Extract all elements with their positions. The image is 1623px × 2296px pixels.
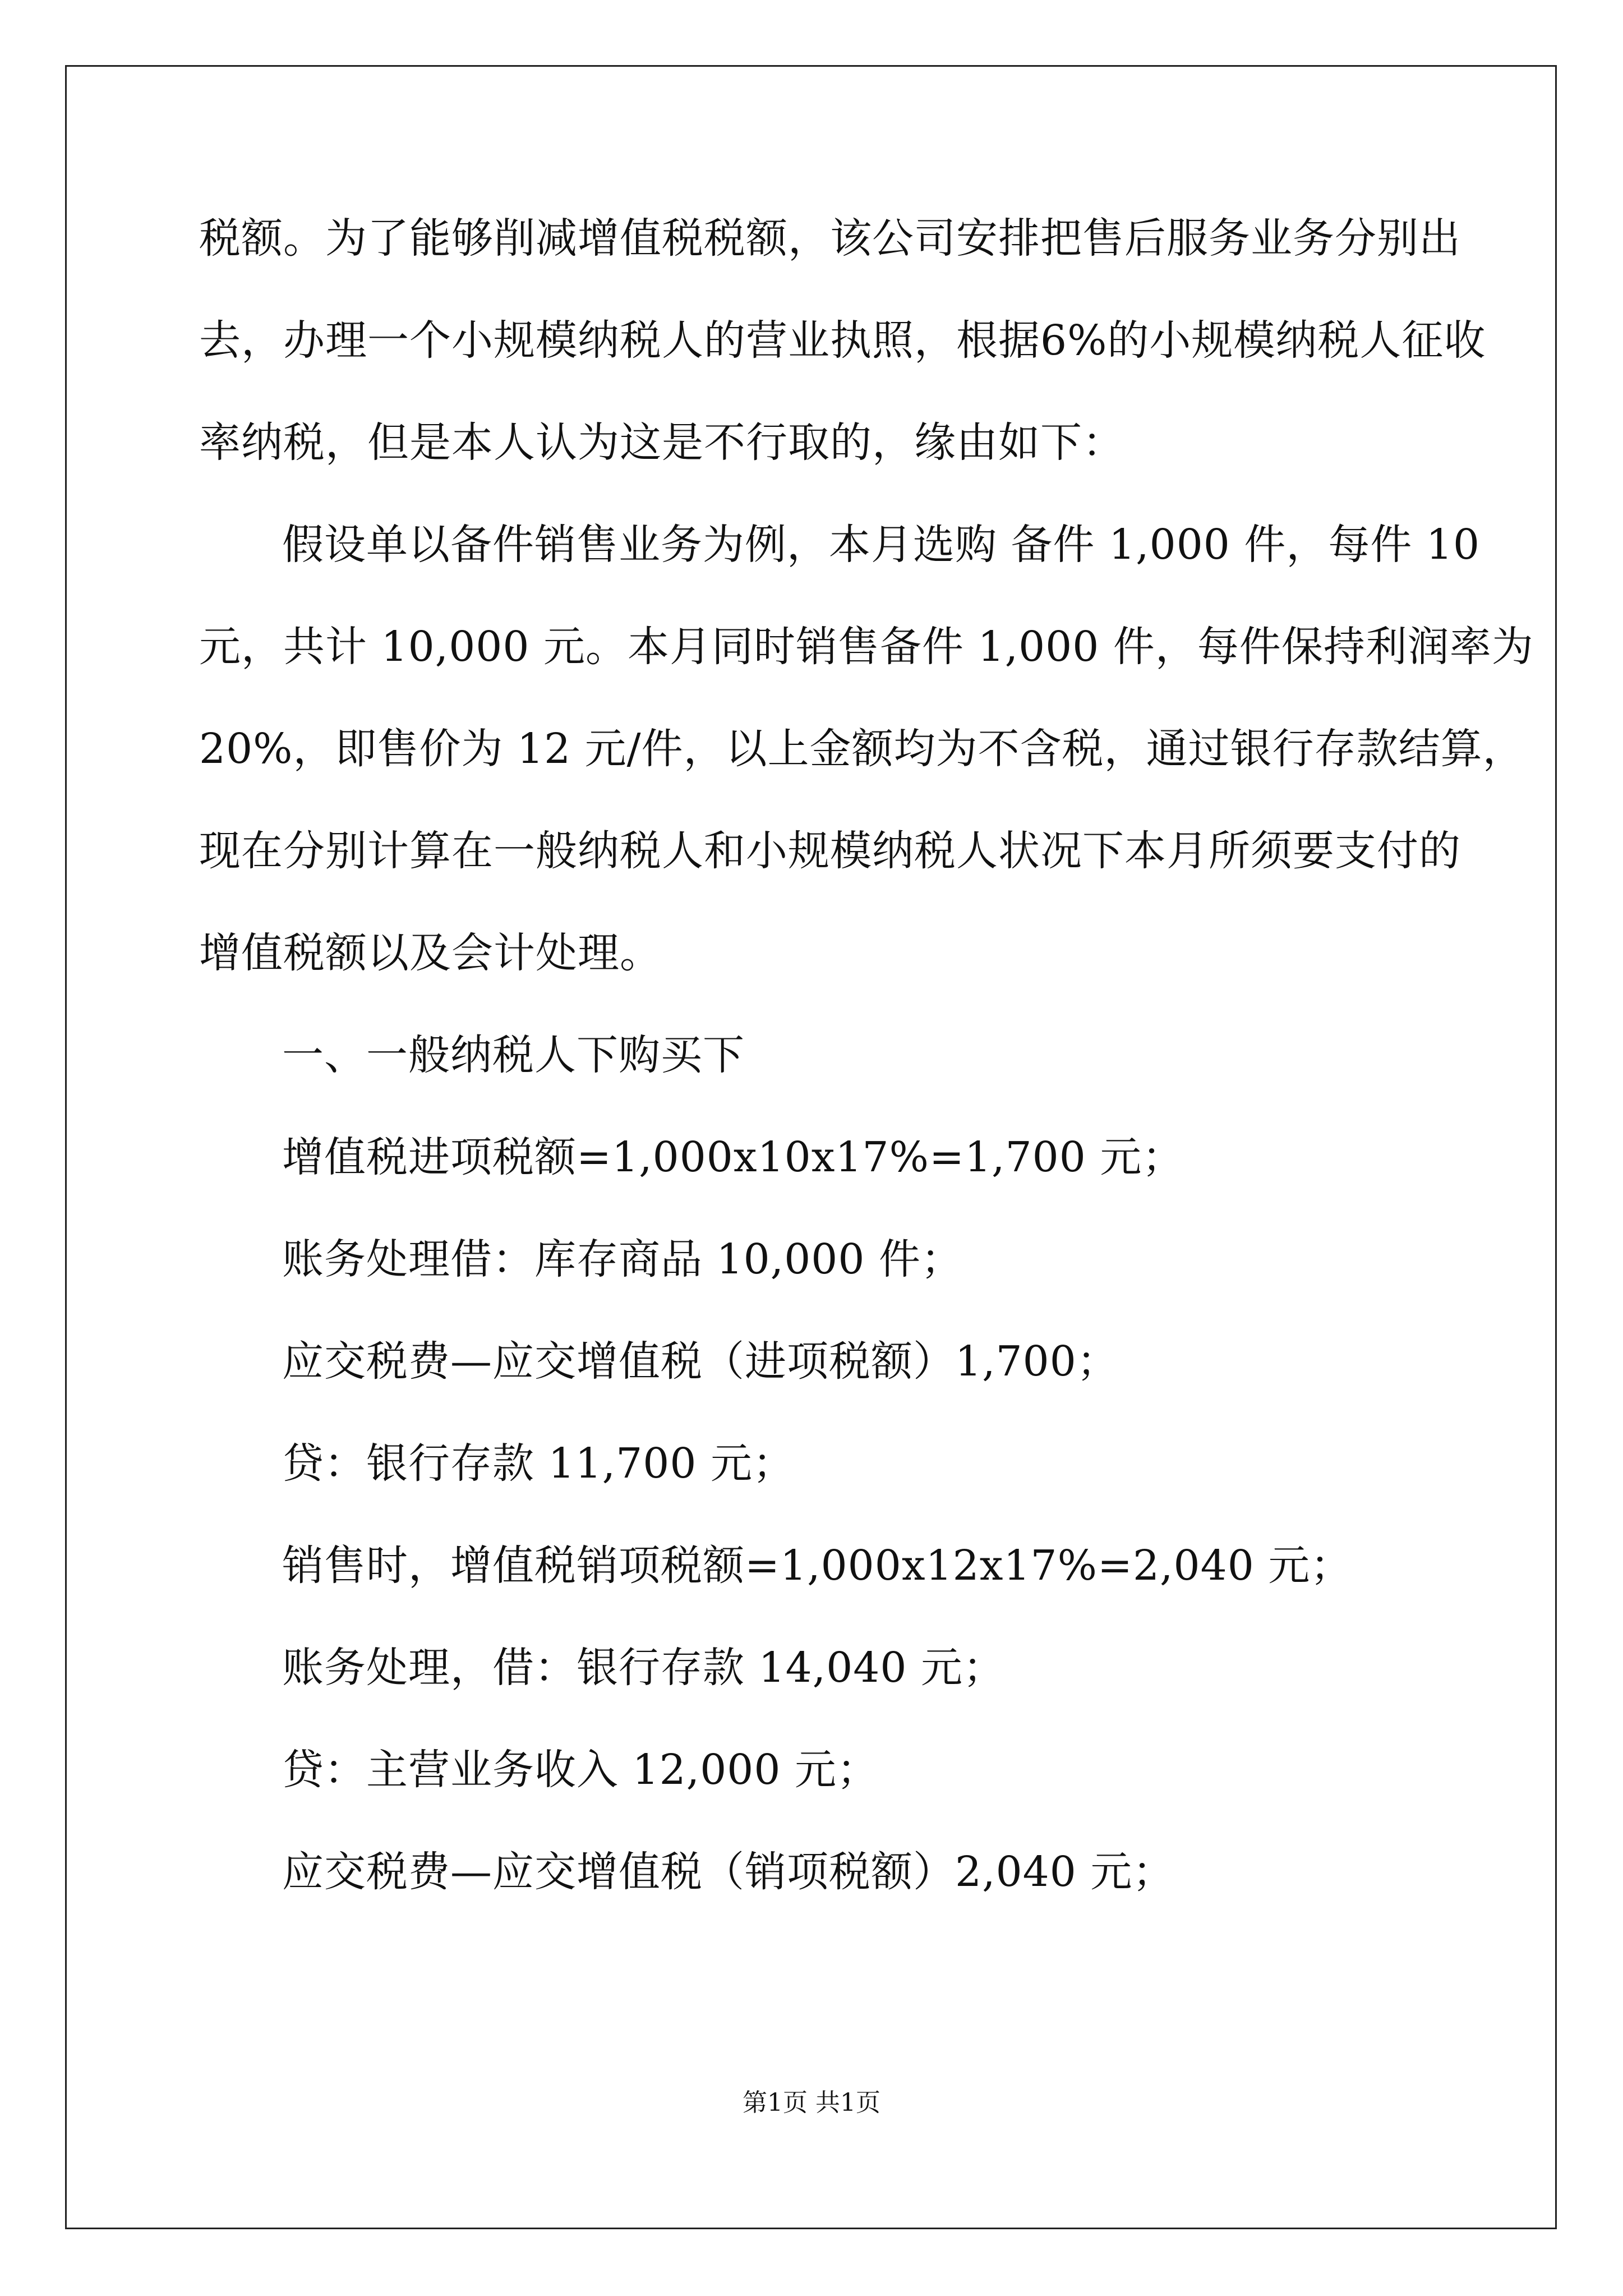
text-line: 现在分别计算在一般纳税人和小规模纳税人状况下本月所须要支付的	[199, 827, 1461, 875]
text-line: 贷：主营业务收入 12,000 元；	[282, 1746, 879, 1794]
text-line: 账务处理，借：银行存款 14,040 元；	[282, 1644, 1005, 1692]
text-line: 元，共计 10,000 元。本月同时销售备件 1,000 件，每件保持利润率为	[199, 623, 1534, 671]
text-line: 税额。为了能够削减增值税税额，该公司安排把售后服务业务分别出	[199, 214, 1461, 263]
text-line: 假设单以备件销售业务为例，本月选购 备件 1,000 件，每件 10	[282, 521, 1481, 569]
text-line: 率纳税，但是本人认为这是不行取的，缘由如下：	[199, 418, 1124, 467]
text-line: 增值税进项税额=1,000x10x17%=1,700 元；	[282, 1133, 1184, 1181]
section-heading: 一、一般纳税人下购买下	[282, 1031, 745, 1079]
text-line: 应交税费—应交增值税（进项税额）1,700；	[282, 1337, 1119, 1386]
text-line: 增值税额以及会计处理。	[199, 929, 662, 977]
text-line: 20%，即售价为 12 元/件，以上金额均为不含税，通过银行存款结算，	[199, 725, 1525, 773]
page-footer: 第1页 共1页	[743, 2088, 880, 2117]
text-line: 贷：银行存款 11,700 元；	[282, 1439, 795, 1488]
text-line: 账务处理借：库存商品 10,000 件；	[282, 1235, 963, 1283]
text-line: 销售时，增值税销项税额=1,000x12x17%=2,040 元；	[282, 1542, 1353, 1590]
text-line: 去，办理一个小规模纳税人的营业执照，根据6%的小规模纳税人征收	[199, 316, 1486, 365]
text-line: 应交税费—应交增值税（销项税额）2,040 元；	[282, 1848, 1175, 1896]
